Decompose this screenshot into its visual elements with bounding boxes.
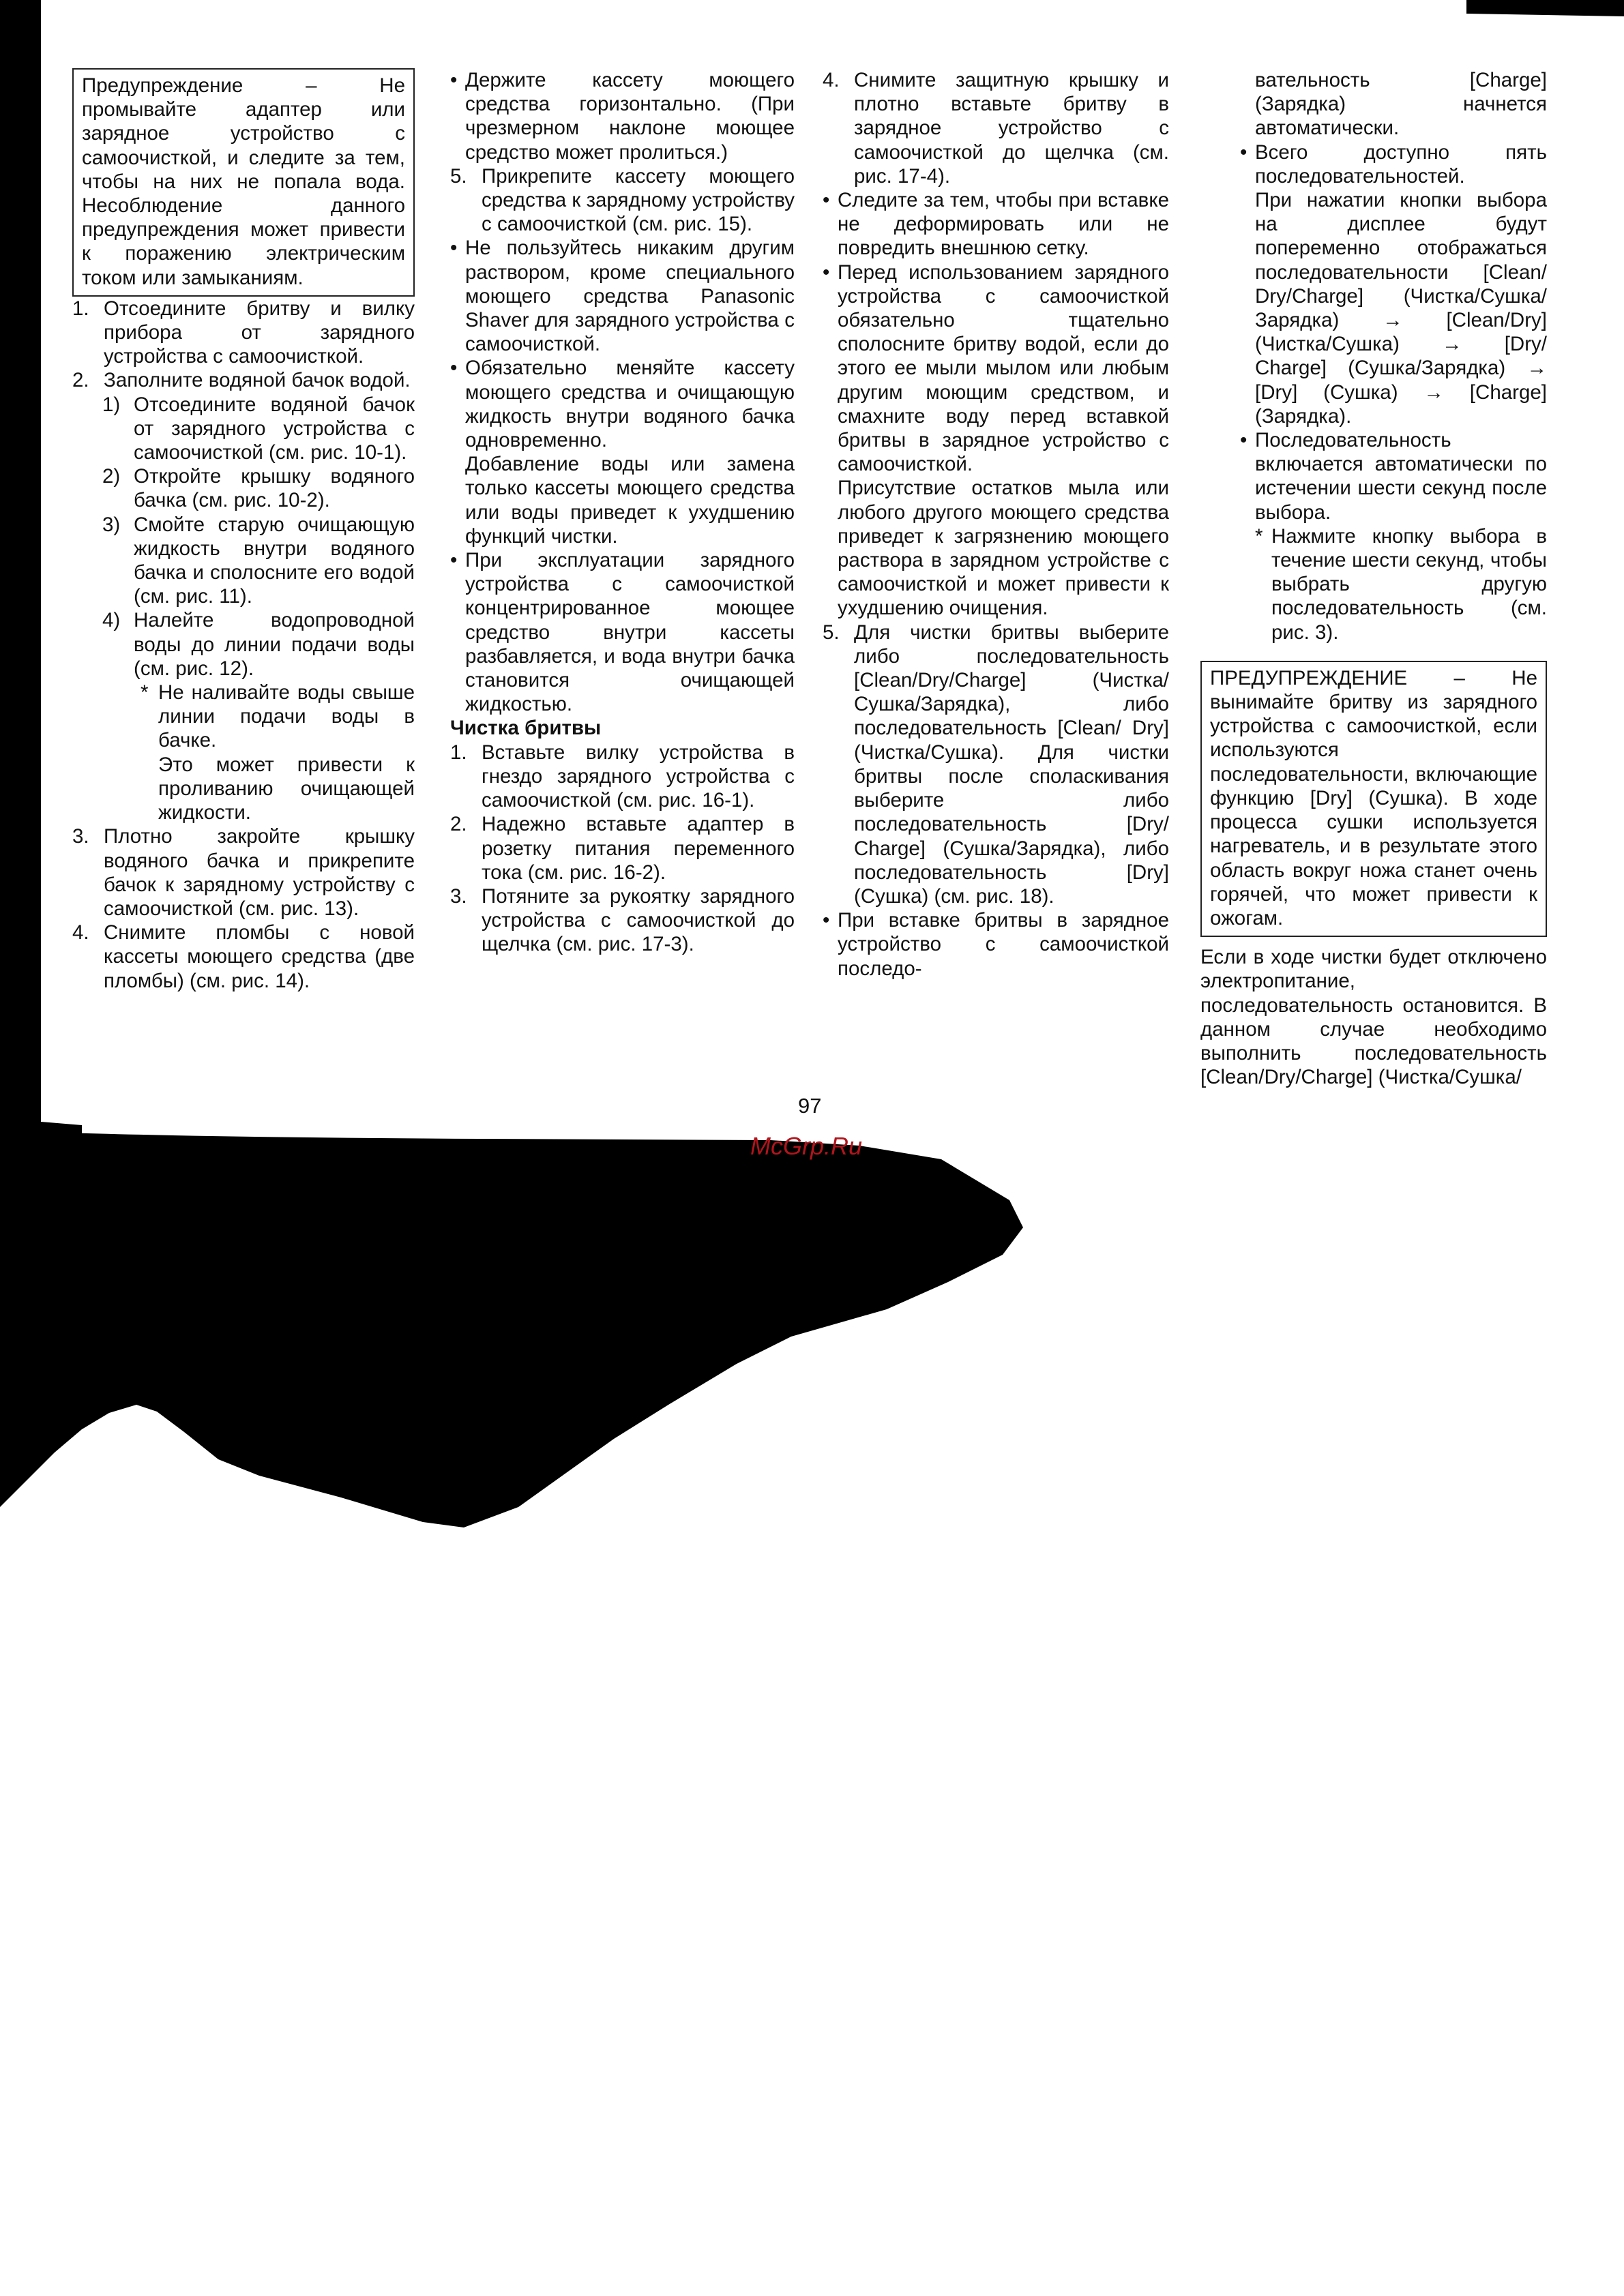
substep-4: 4) Налейте водопроводной воды до линии подачи воды (см. рис. 12). [102, 609, 415, 680]
column-2 [450, 68, 795, 957]
section-heading: Чистка бритвы [450, 717, 602, 740]
note-water-line: * Не наливайте воды свыше линии подачи воды в бачке. [141, 681, 415, 752]
bullet-replace-together: • Обязательно меняйте кассету моющего средства и очищающую жидкость внутри водяного бачка одновременно. [450, 357, 795, 452]
continuation-text: вательность [Charge] (Зарядка) начнется автоматически. [1255, 69, 1547, 140]
bullet-no-other-solution: • Не пользуйтесь никаким другим раствором, кроме специального моющего средства Panasonic Shaver для зарядного устройства с самоочисткой. [450, 237, 795, 356]
step-4: 4. Снимите пломбы с новой кассеты моющего средства (две пломбы) (см. рис. 14). [72, 921, 415, 992]
bullet-foil: • Следите за тем, чтобы при вставке не деформировать или не повредить внешнюю сетку. [823, 189, 1169, 260]
bullet-horizontal: • Держите кассету моющего средства горизонтально. (При чрезмерном наклоне моющее средство может пролиться.) [450, 69, 795, 164]
bullet-five-sequences: • Всего доступно пять последовательностей. [1240, 140, 1547, 188]
column-4 [1200, 68, 1547, 1089]
note-six-seconds: * Нажмите кнопку выбора в течение шести секунд, чтобы выбрать другую последовательность (см. рис. 3). [1255, 524, 1547, 644]
clean-step-1: 1. Вставьте вилку устройства в гнездо зарядного устройства с самоочисткой (см. рис. 16-1). [450, 741, 795, 812]
bullet-insert: • При вставке бритвы в зарядное устройство с самоочисткой последо- [823, 909, 1169, 980]
note-spill: Это может привести к проливанию очищающей жидкости. [158, 753, 415, 824]
bullet-replace-note: Добавление воды или замена только кассеты моющего средства или воды приведет к ухудшению функций чистки. [465, 453, 795, 548]
page-number: 97 [798, 1094, 822, 1118]
clean-step-2: 2. Надежно вставьте адаптер в розетку питания переменного тока (см. рис. 16-2). [450, 813, 795, 884]
substep-2: 2) Откройте крышку водяного бачка (см. рис. 10-2). [102, 465, 415, 512]
sequence-order: При нажатии кнопки выбора на дисплее будут попеременно отображаться последовательности [Clean/ Dry/Charge] (Чистка/Сушка/ Зарядка) → [Clean/Dry] (Чистка/Сушка) → [Dry/ Charge] (Сушка/Зарядка) → [Dry] (Сушка) → [Charge] (Зарядка). [1255, 189, 1547, 428]
step-1: 1. Отсоедините бритву и вилку прибора от зарядного устройства с самоочисткой. [72, 297, 415, 368]
clean-step-4: 4. Снимите защитную крышку и плотно вставьте бритву в зарядное устройство с самоочисткой до щелчка (см. рис. 17-4). [823, 69, 1169, 188]
bullet-auto-start: • Последовательность включается автоматически по истечении шести секунд после выбора. [1240, 429, 1547, 524]
clean-step-5: 5. Для чистки бритвы выберите либо последовательность [Clean/Dry/Charge] (Чистка/ Сушка/Зарядка), либо последовательность [Clean/ Dry] (Чистка/Сушка). Для чистки бритвы после споласкивания выберите либо последовательность [Dry/ Charge] (Сушка/Зарядка), либо последовательность [Dry] (Сушка) (см. рис. 18). [823, 621, 1169, 908]
step-3: 3. Плотно закройте крышку водяного бачка и прикрепите бачок к зарядному устройству с самоочисткой (см. рис. 13). [72, 825, 415, 920]
substep-1: 1) Отсоедините водяной бачок от зарядного устройства с самоочисткой (см. рис. 10-1). [102, 393, 415, 464]
bullet-concentrate: • При эксплуатации зарядного устройства с самоочисткой концентрированное моющее средство внутри кассеты разбавляется, и вода внутри бачка становится очищающей жидкостью. [450, 549, 795, 716]
clean-step-3: 3. Потяните за рукоятку зарядного устройства с самоочисткой до щелчка (см. рис. 17-3). [450, 884, 795, 956]
step-5: 5. Прикрепите кассету моющего средства к зарядному устройству с самоочисткой (см. рис. 15). [450, 164, 795, 236]
power-off-note: Если в ходе чистки будет отключено электропитание, последовательность остановится. В данном случае необходимо выполнить последовательность [Clean/Dry/Charge] (Чистка/Сушка/ [1200, 946, 1547, 1089]
warning-box-adapter: Предупреждение – Не промывайте адаптер или зарядное устройство с самоочисткой, и следите за тем, чтобы на них не попала вода. Несоблюдение данного предупреждения может привести к поражению электрическим током или замыканиям. [72, 68, 415, 297]
substep-3: 3) Смойте старую очищающую жидкость внутри водяного бачка и сполосните его водой (см. рис. 11). [102, 513, 415, 608]
bullet-rinse: • Перед использованием зарядного устройства с самоочисткой обязательно тщательно сполосните бритву водой, если до этого ее мыли мылом или любым другим моющим средством, и смахните воду перед вставкой бритвы в зарядное устройство с самоочисткой. [823, 260, 1169, 476]
bullet-rinse-note: Присутствие остатков мыла или любого другого моющего средства приведет к загрязнению моющего раствора в зарядном устройстве с самоочисткой и может привести к ухудшению очищения. [838, 477, 1169, 620]
column-1 [72, 68, 415, 993]
watermark: McGrp.Ru [750, 1132, 863, 1160]
column-3 [823, 68, 1169, 981]
step-2: 2. Заполните водяной бачок водой. [72, 369, 411, 392]
warning-box-dry: ПРЕДУПРЕЖДЕНИЕ – Не вынимайте бритву из зарядного устройства с самоочисткой, если используются последовательности, включающие функцию [Dry] (Сушка). В ходе процесса сушки используется нагреватель, и в результате этого область вокруг ножа станет очень горячей, что может привести к ожогам. [1200, 661, 1547, 937]
